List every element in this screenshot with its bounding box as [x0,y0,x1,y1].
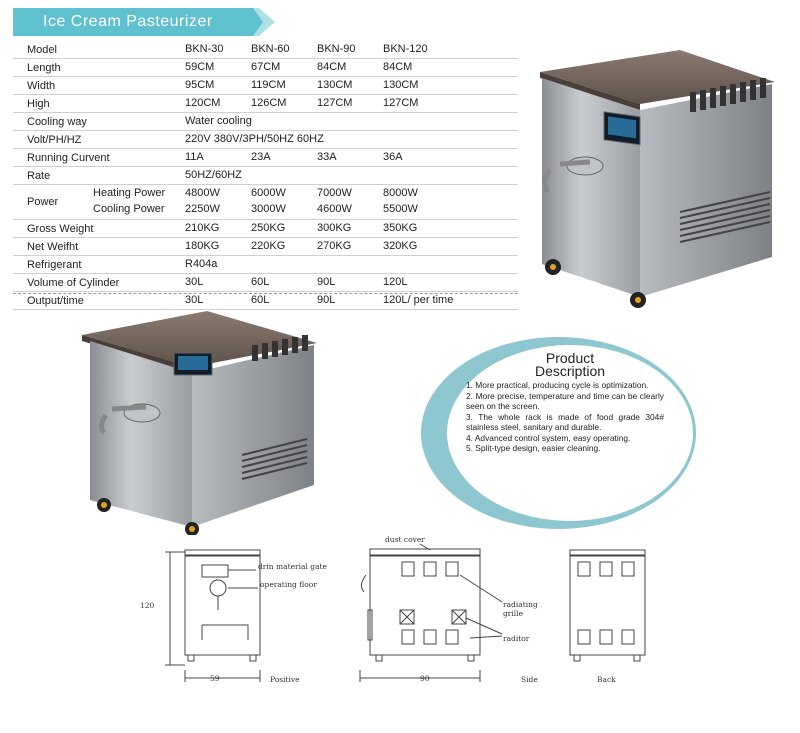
label-view-side: Side [521,675,538,684]
spec-value: 90L [317,276,336,288]
spec-row [13,113,518,131]
spec-value: 60L [251,276,270,288]
spec-values [185,77,518,95]
description-item: 3. The whole rack is made of food grade 304# stainless steel, sanitary and durable. [466,411,664,432]
spec-label: Model [13,41,185,59]
spec-values [185,131,518,149]
spec-label: Net Weifht [13,238,185,256]
spec-value: 30L [185,276,204,288]
spec-value: BKN-120 [383,43,428,55]
spec-value: BKN-60 [251,43,290,55]
spec-value: 126CM [251,97,287,109]
description-item: 4. Advanced control system, easy operating. [466,432,631,443]
spec-label: Running Curvent [13,149,185,167]
spec-values [185,95,518,113]
spec-row [13,131,518,149]
machine-photo-large [520,42,790,312]
label-radiating-grille: radiating grille [503,600,538,618]
spec-value: 95CM [185,79,215,91]
spec-value: 5500W [383,203,418,215]
spec-label: Gross Weight [13,220,185,238]
spec-value: 127CM [383,97,419,109]
spec-value: 60L [251,294,270,306]
spec-value: 320KG [383,240,418,252]
description-item: 1. More practical, producing cycle is optimization. [466,380,649,390]
spec-value: 36A [383,151,403,163]
spec-value: 33A [317,151,337,163]
spec-row [13,167,518,185]
spec-value: 250KG [251,222,286,234]
description-title-line1: Product [545,350,595,366]
spec-value: 127CM [317,97,353,109]
spec-label: Width [13,77,185,95]
spec-value: 7000W [317,187,352,199]
label-operating-floor: operating floor [260,580,317,589]
page-title: Ice Cream Pasteurizer [43,13,213,30]
spec-values [185,59,518,77]
spec-row [13,149,518,167]
machine-photo-small [82,305,322,535]
spec-value: 84CM [383,61,413,73]
spec-label: Power [13,185,185,220]
spec-label: Refrigerant [13,256,185,274]
spec-value: 2250W [185,203,220,215]
spec-values [185,238,518,256]
spec-label: Volume of Cylinder [13,274,185,292]
spec-row [13,77,518,95]
spec-values [185,220,518,238]
power-sub-label: Heating Power [93,187,166,199]
spec-row [13,41,518,59]
spec-row [13,95,518,113]
spec-value: 220KG [251,240,286,252]
spec-value: 130CM [317,79,353,91]
description-item: 2. More precise, temperature and time can be clearly seen on the screen. [466,390,664,411]
spec-value: 6000W [251,187,286,199]
spec-value: 120L [383,276,408,288]
description-list [466,380,664,454]
label-view-back: Back [597,675,616,684]
spec-row [13,220,518,238]
title-banner [13,8,275,36]
label-view-positive: Positive [270,675,300,684]
spec-values [185,167,518,185]
spec-value: BKN-30 [185,43,224,55]
description-item: 5. Split-type design, easier cleaning. [466,443,601,453]
description-title [447,352,693,378]
spec-label: Length [13,59,185,77]
spec-value: 4800W [185,187,220,199]
spec-row [13,274,518,292]
dim-width-side: 90 [420,674,430,683]
spec-value: 30L [185,294,204,306]
table-bottom-divider [13,293,518,294]
label-dust-cover: dust cover [385,535,425,544]
spec-values [185,41,518,59]
label-drin-material-gate: drin material gate [258,562,327,571]
spec-table [13,41,518,310]
spec-label: Volt/PH/HZ [13,131,185,149]
spec-value: 4600W [317,203,352,215]
spec-row-power [13,185,518,220]
label-raditor: raditor [503,634,530,643]
spec-value: 8000W [383,187,418,199]
spec-label: Output/time [13,292,185,310]
spec-value: 11A [185,151,204,163]
spec-values [93,185,518,220]
spec-row [13,256,518,274]
spec-value: 350KG [383,222,418,234]
spec-value: 84CM [317,61,347,73]
spec-value: R404a [185,258,218,270]
spec-value: 90L [317,294,336,306]
spec-value: 300KG [317,222,352,234]
spec-value: 3000W [251,203,286,215]
spec-value: 119CM [251,79,286,91]
spec-value: 220V 380V/3PH/50HZ 60HZ [185,133,324,145]
power-sub-label: Cooling Power [93,203,165,215]
spec-label: Cooling way [13,113,185,131]
dim-width-front: 59 [210,674,220,683]
spec-value: 50HZ/60HZ [185,169,242,181]
spec-value: 210KG [185,222,220,234]
spec-values [185,274,518,292]
description-title-line2: Description [534,363,606,379]
spec-value: 180KG [185,240,220,252]
spec-value: 270KG [317,240,352,252]
spec-value: 59CM [185,61,215,73]
spec-values [185,256,518,274]
spec-row [13,59,518,77]
technical-drawing [130,530,660,730]
spec-value: 67CM [251,61,281,73]
spec-value: BKN-90 [317,43,356,55]
spec-values [185,149,518,167]
spec-value: 23A [251,151,271,163]
spec-values [185,113,518,131]
spec-value: 120L/ per time [383,294,454,306]
spec-label: High [13,95,185,113]
spec-value: Water cooling [185,115,252,127]
spec-value: 120CM [185,97,221,109]
dim-height: 120 [140,601,155,610]
spec-label: Rate [13,167,185,185]
spec-value: 130CM [383,79,419,91]
spec-row [13,238,518,256]
